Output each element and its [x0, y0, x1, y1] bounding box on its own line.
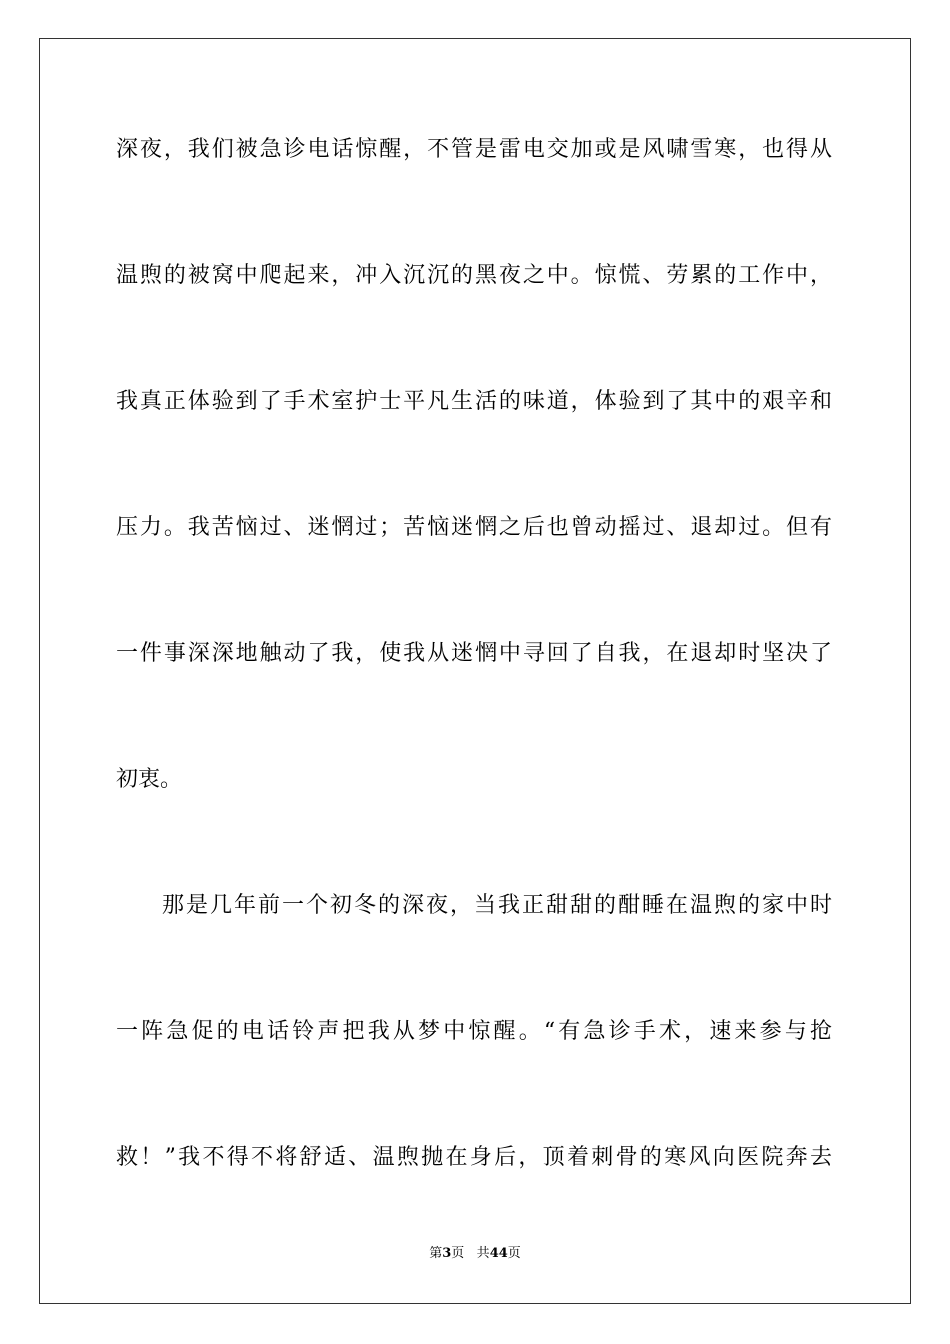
total-prefix: 共	[476, 1246, 490, 1261]
paragraph-line-7: 那是几年前一个初冬的深夜，当我正甜甜的酣睡在温煦的家中时	[162, 893, 832, 918]
paragraph-line-5: 一件事深深地触动了我，使我从迷惘中寻回了自我，在退却时坚决了	[116, 641, 832, 666]
paragraph-line-1: 深夜，我们被急诊电话惊醒，不管是雷电交加或是风啸雪寒，也得从	[116, 137, 832, 162]
total-suffix: 页	[507, 1246, 521, 1261]
page-footer	[0, 1244, 950, 1264]
paragraph-line-8: 一阵急促的电话铃声把我从梦中惊醒。“有急诊手术，速来参与抢	[116, 1019, 832, 1044]
page-number: 3	[442, 1246, 452, 1261]
page-suffix: 页	[451, 1246, 465, 1261]
total-pages: 44	[489, 1246, 508, 1261]
paragraph-line-2: 温煦的被窝中爬起来，冲入沉沉的黑夜之中。惊慌、劳累的工作中，	[116, 263, 832, 288]
paragraph-line-6: 初衷。	[116, 767, 183, 792]
document-body	[116, 124, 832, 1258]
page-prefix: 第	[429, 1246, 443, 1261]
paragraph-line-4: 压力。我苦恼过、迷惘过；苦恼迷惘之后也曾动摇过、退却过。但有	[116, 515, 832, 540]
paragraph-line-9: 救！”我不得不将舒适、温煦抛在身后，顶着刺骨的寒风向医院奔去	[116, 1145, 832, 1170]
paragraph-line-3: 我真正体验到了手术室护士平凡生活的味道，体验到了其中的艰辛和	[116, 389, 832, 414]
